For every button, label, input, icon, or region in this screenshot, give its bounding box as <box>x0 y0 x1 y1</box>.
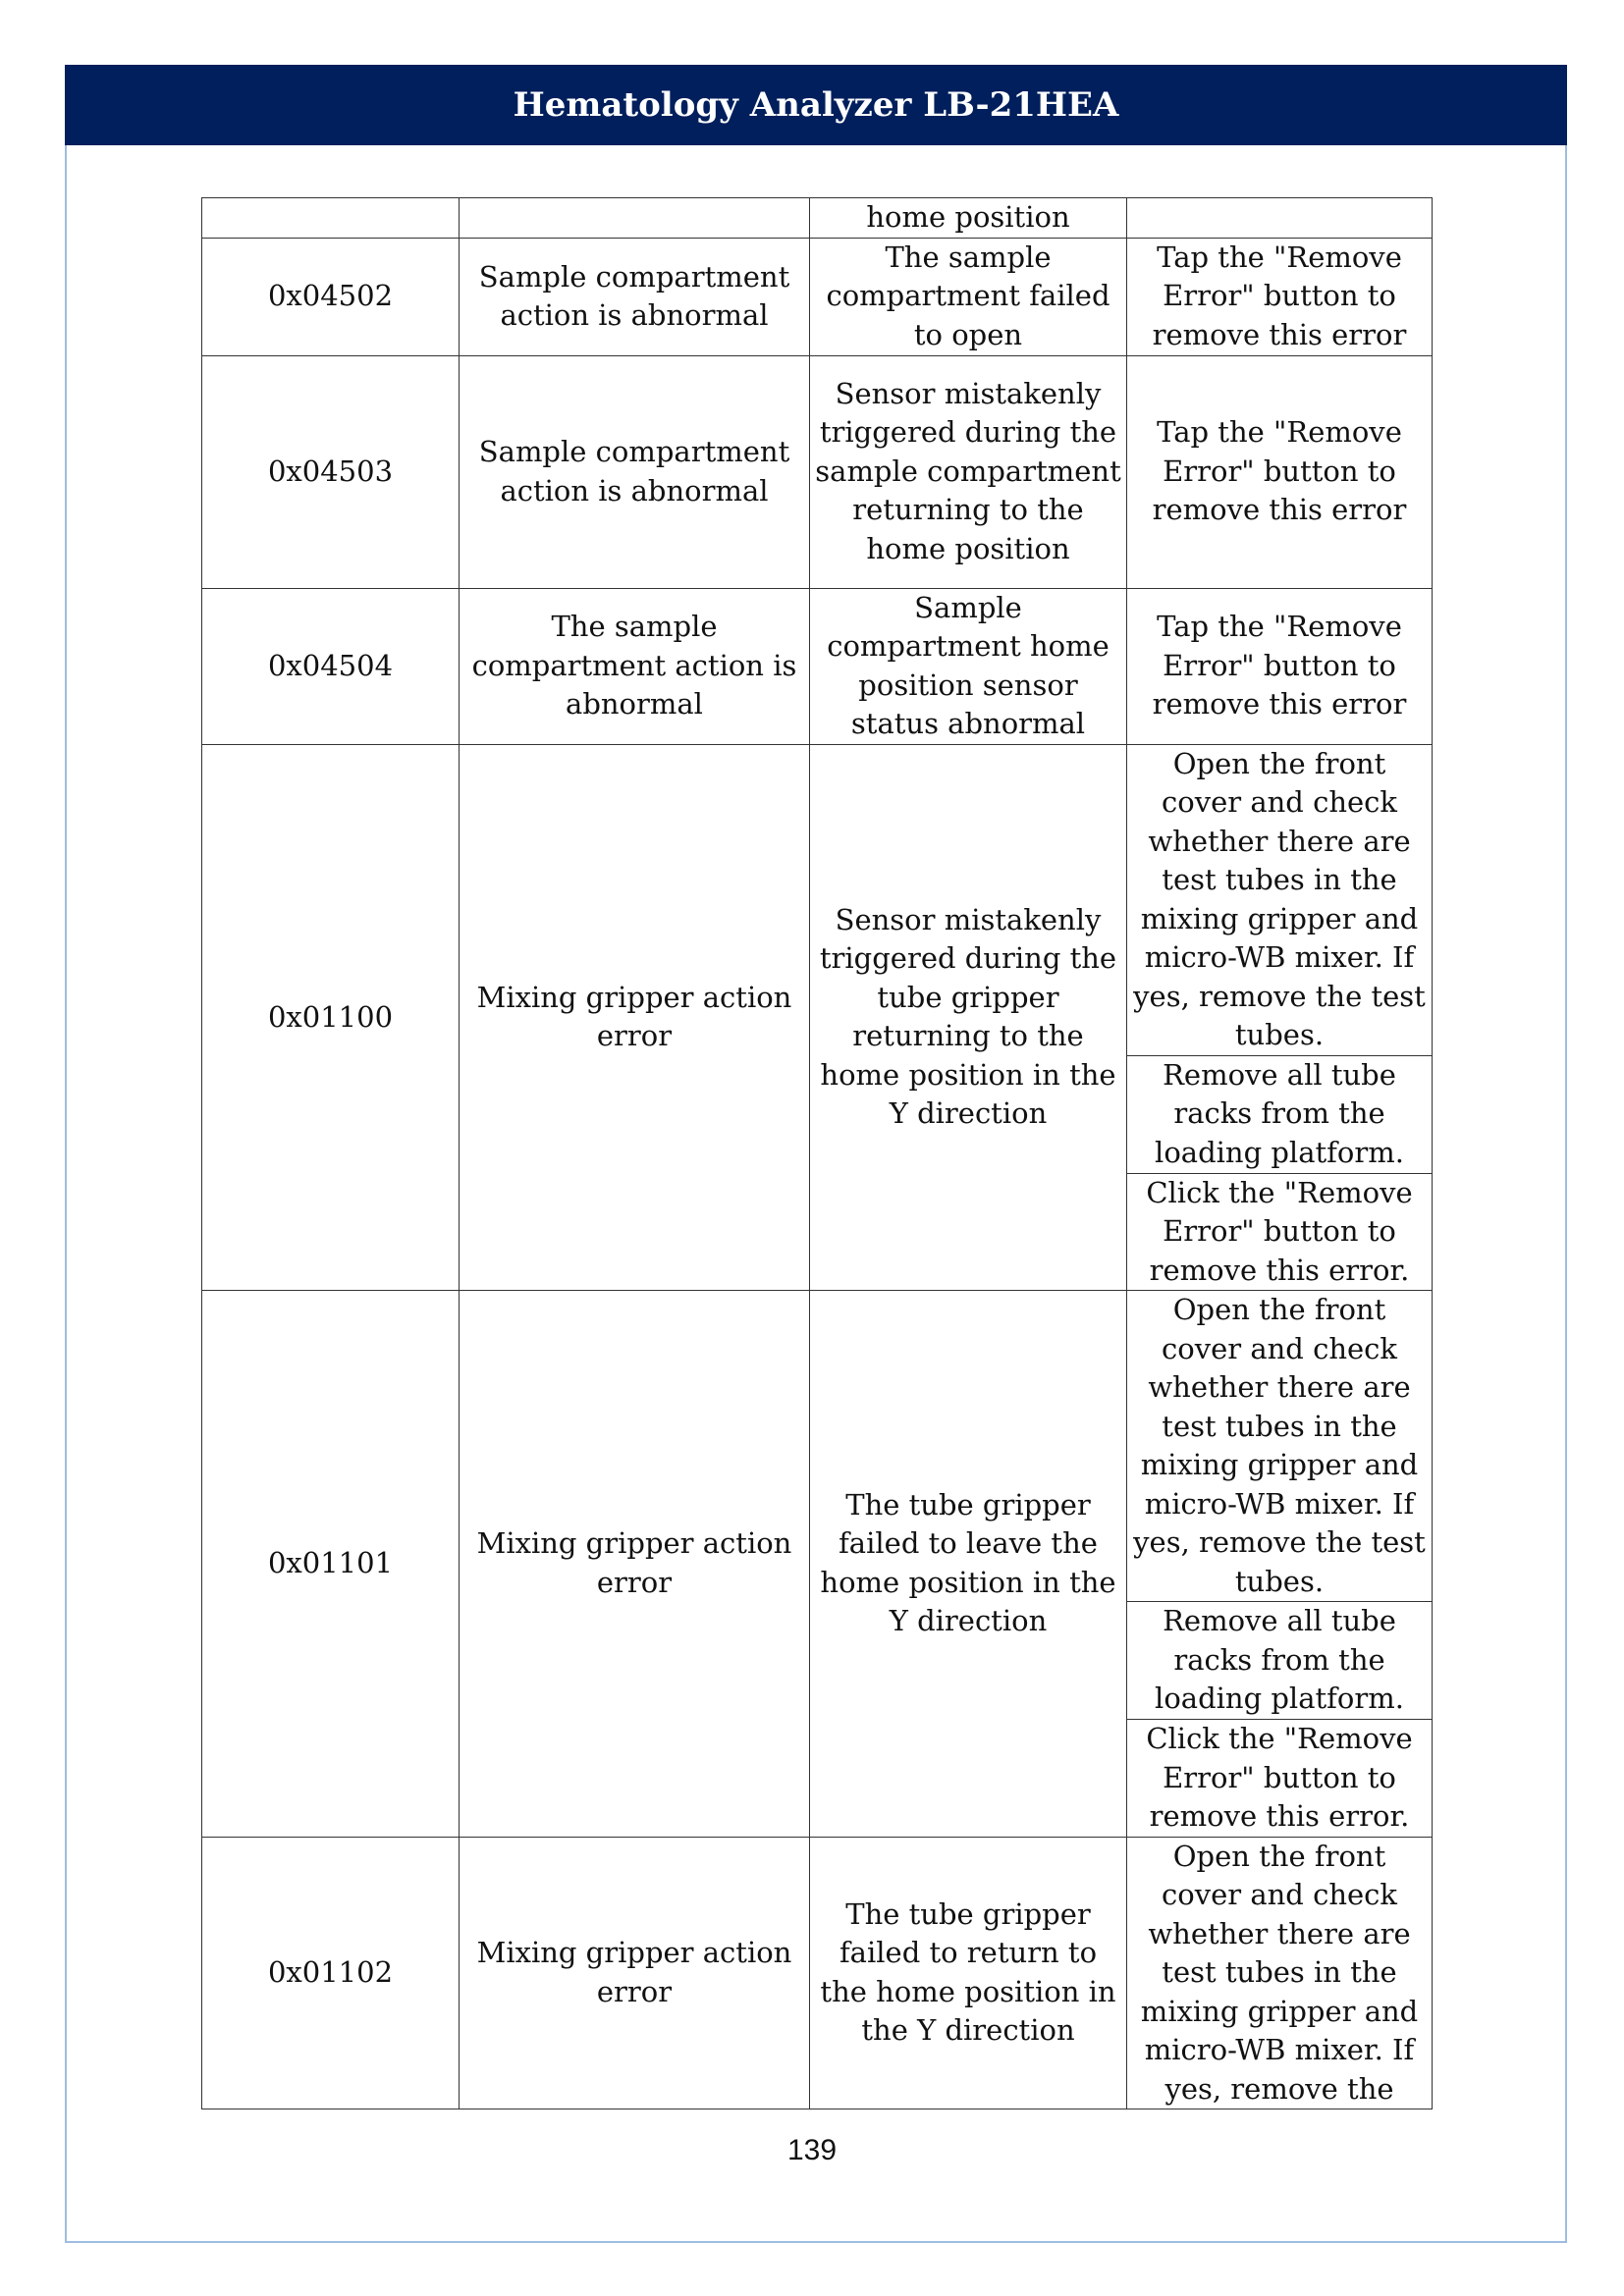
error-description-cell: Mixing gripper action error <box>460 1837 810 2109</box>
table-row <box>202 198 1433 239</box>
table-row <box>202 744 1433 1055</box>
error-solution-cell: Open the front cover and check whether there are test tubes in the mixing gripper and micro-WB mixer. If yes, remove the test tubes. <box>1127 744 1433 1055</box>
error-solution-cell: Open the front cover and check whether there are test tubes in the mixing gripper and micro-WB mixer. If yes, remove the test tubes. <box>1127 1291 1433 1602</box>
table-row <box>202 1837 1433 2109</box>
error-cause-cell: Sensor mistakenly triggered during the tube gripper returning to the home position in the Y direction <box>810 744 1127 1291</box>
error-cause-cell: The sample compartment failed to open <box>810 238 1127 355</box>
error-solution-cell: Tap the "Remove Error" button to remove this error <box>1127 238 1433 355</box>
error-description-cell: Sample compartment action is abnormal <box>460 355 810 588</box>
error-code-cell: 0x04502 <box>202 238 460 355</box>
error-code-cell: 0x04503 <box>202 355 460 588</box>
error-description-cell: The sample compartment action is abnormal <box>460 588 810 744</box>
error-solution-cell <box>1127 198 1433 239</box>
error-solution-cell: Tap the "Remove Error" button to remove this error <box>1127 355 1433 588</box>
error-cause-cell: The tube gripper failed to leave the home position in the Y direction <box>810 1291 1127 1838</box>
table-row <box>202 1291 1433 1602</box>
table-row <box>202 588 1433 744</box>
error-code-table <box>201 197 1433 2109</box>
page-number: 139 <box>786 2134 838 2166</box>
error-code-cell: 0x01100 <box>202 744 460 1291</box>
error-description-cell: Sample compartment action is abnormal <box>460 238 810 355</box>
error-description-cell: Mixing gripper action error <box>460 744 810 1291</box>
error-code-cell: 0x04504 <box>202 588 460 744</box>
error-description-cell <box>460 198 810 239</box>
error-solution-cell: Click the "Remove Error" button to remove this error. <box>1127 1720 1433 1838</box>
error-solution-cell: Remove all tube racks from the loading platform. <box>1127 1602 1433 1720</box>
document-header <box>65 65 1567 145</box>
error-solution-cell: Click the "Remove Error" button to remove this error. <box>1127 1173 1433 1291</box>
error-cause-cell: The tube gripper failed to return to the home position in the Y direction <box>810 1837 1127 2109</box>
error-description-cell: Mixing gripper action error <box>460 1291 810 1838</box>
error-code-cell: 0x01101 <box>202 1291 460 1838</box>
error-solution-cell: Remove all tube racks from the loading platform. <box>1127 1055 1433 1173</box>
table-row <box>202 355 1433 588</box>
error-solution-cell: Open the front cover and check whether there are test tubes in the mixing gripper and micro-WB mixer. If yes, remove the <box>1127 1837 1433 2109</box>
error-cause-cell: Sensor mistakenly triggered during the sample compartment returning to the home position <box>810 355 1127 588</box>
error-solution-cell: Tap the "Remove Error" button to remove this error <box>1127 588 1433 744</box>
error-code-cell: 0x01102 <box>202 1837 460 2109</box>
error-code-cell <box>202 198 460 239</box>
error-cause-cell: home position <box>810 198 1127 239</box>
header-title: Hematology Analyzer LB-21HEA <box>513 85 1119 125</box>
table-row <box>202 238 1433 355</box>
error-cause-cell: Sample compartment home position sensor status abnormal <box>810 588 1127 744</box>
